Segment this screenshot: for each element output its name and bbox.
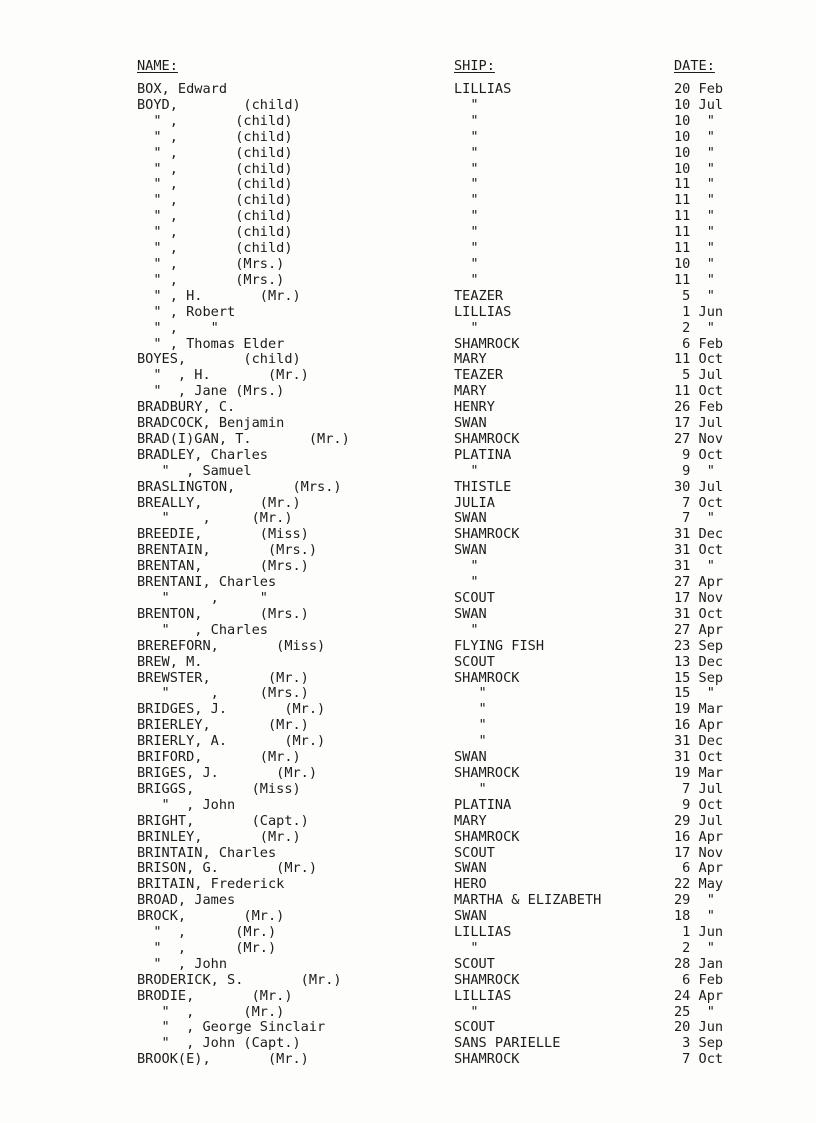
list-row <box>0 846 816 862</box>
passenger-name: " , (Mrs.) <box>137 255 285 272</box>
passenger-name: BREW, M. <box>137 653 203 670</box>
arrival-date: 9 Oct <box>674 796 724 813</box>
arrival-date: 23 Sep <box>674 637 724 654</box>
arrival-date: 18 " <box>674 908 715 925</box>
arrival-date: 10 " <box>674 112 715 129</box>
list-row <box>0 114 816 130</box>
ship-name: LILLIAS <box>454 303 512 320</box>
ship-name: SANS PARIELLE <box>454 1035 561 1052</box>
list-row <box>0 241 816 257</box>
ship-name: SHAMROCK <box>454 828 520 845</box>
arrival-date: 15 " <box>674 685 715 702</box>
ship-name: LILLIAS <box>454 81 512 97</box>
list-row <box>0 209 816 225</box>
list-row <box>0 671 816 687</box>
passenger-name: BREWSTER, (Mr.) <box>137 669 309 686</box>
list-row <box>0 877 816 893</box>
passenger-name: BRADBURY, C. <box>137 399 236 416</box>
ship-name: MARTHA & ELIZABETH <box>454 892 602 909</box>
list-row <box>0 925 816 941</box>
passenger-name: " , Thomas Elder <box>137 335 285 352</box>
passenger-name: BROOK(E), (Mr.) <box>137 1051 309 1068</box>
ship-name: " <box>454 96 479 113</box>
passenger-name: " , (child) <box>137 176 293 193</box>
list-row <box>0 368 816 384</box>
list-row <box>0 973 816 989</box>
passenger-name: " , (child) <box>137 192 293 209</box>
list-row <box>0 321 816 337</box>
passenger-name: " , John (Capt.) <box>137 1035 301 1052</box>
list-row <box>0 718 816 734</box>
passenger-name: BRITAIN, Frederick <box>137 876 285 893</box>
list-row <box>0 416 816 432</box>
passenger-name: " , Charles <box>137 621 268 638</box>
arrival-date: 6 Feb <box>674 335 724 352</box>
ship-name: " <box>454 780 487 797</box>
arrival-date: 17 Nov <box>674 590 724 606</box>
passenger-name: " , John <box>137 955 228 972</box>
arrival-date: 31 Dec <box>674 733 724 750</box>
passenger-name: BRIFORD, (Mr.) <box>137 749 301 766</box>
arrival-date: 11 Oct <box>674 383 724 400</box>
passenger-name: BROAD, James <box>137 892 236 909</box>
arrival-date: 31 Oct <box>674 605 724 622</box>
passenger-name: BRIGGS, (Miss) <box>137 780 301 797</box>
ship-name: MARY <box>454 351 487 368</box>
ship-name: THISTLE <box>454 478 512 495</box>
passenger-name: " , Robert <box>137 303 236 320</box>
list-row <box>0 591 816 607</box>
passenger-name: " , (Mr.) <box>137 924 277 941</box>
ship-name: " <box>454 255 479 272</box>
passenger-name: " , (Mrs.) <box>137 685 309 702</box>
ship-name: SHAMROCK <box>454 430 520 447</box>
ship-name: SWAN <box>454 542 487 559</box>
passenger-name: BRENTAIN, (Mrs.) <box>137 542 318 559</box>
ship-name: SWAN <box>454 908 487 925</box>
arrival-date: 5 Jul <box>674 367 724 384</box>
arrival-date: 9 Oct <box>674 446 724 463</box>
list-row <box>0 337 816 353</box>
arrival-date: 15 Sep <box>674 669 724 686</box>
arrival-date: 27 Apr <box>674 574 724 591</box>
passenger-name: BROCK, (Mr.) <box>137 908 285 925</box>
passenger-name: " , (child) <box>137 160 293 177</box>
passenger-name: BRISON, G. (Mr.) <box>137 860 318 877</box>
arrival-date: 31 Dec <box>674 526 724 543</box>
passenger-name: " , (Mrs.) <box>137 271 285 288</box>
list-row <box>0 352 816 368</box>
arrival-date: 16 Apr <box>674 717 724 734</box>
list-row <box>0 639 816 655</box>
ship-name: LILLIAS <box>454 924 512 941</box>
passenger-name: BRENTANI, Charles <box>137 574 277 591</box>
list-row <box>0 1020 816 1036</box>
ship-name: HENRY <box>454 399 495 416</box>
passenger-name: " , " <box>137 319 219 336</box>
arrival-date: 11 " <box>674 192 715 209</box>
ship-name: PLATINA <box>454 796 512 813</box>
arrival-date: 7 " <box>674 510 715 527</box>
passenger-name: " , (Mr.) <box>137 510 293 527</box>
passenger-name: " , (child) <box>137 208 293 225</box>
passenger-name: BREREFORN, (Miss) <box>137 637 326 654</box>
ship-name: SHAMROCK <box>454 1051 520 1068</box>
passenger-name: " , (child) <box>137 224 293 241</box>
list-row <box>0 273 816 289</box>
list-row <box>0 98 816 114</box>
arrival-date: 13 Dec <box>674 653 724 670</box>
ship-name: TEAZER <box>454 287 504 304</box>
arrival-date: 11 " <box>674 224 715 241</box>
list-row <box>0 305 816 321</box>
list-row <box>0 511 816 527</box>
list-row <box>0 734 816 750</box>
arrival-date: 27 Apr <box>674 621 724 638</box>
list-row <box>0 655 816 671</box>
arrival-date: 31 " <box>674 558 715 575</box>
ship-name: " <box>454 574 479 591</box>
arrival-date: 11 " <box>674 176 715 193</box>
arrival-date: 19 Mar <box>674 764 724 781</box>
passenger-name: BRODERICK, S. (Mr.) <box>137 971 342 988</box>
ship-name: SWAN <box>454 749 487 766</box>
ship-name: PLATINA <box>454 446 512 463</box>
passenger-name: BRENTON, (Mrs.) <box>137 605 309 622</box>
ship-name: " <box>454 160 479 177</box>
passenger-name: " , " <box>137 590 268 606</box>
ship-name: " <box>454 621 479 638</box>
ship-name: " <box>454 685 487 702</box>
list-row <box>0 1036 816 1052</box>
arrival-date: 6 Apr <box>674 860 724 877</box>
list-row <box>0 798 816 814</box>
list-row <box>0 623 816 639</box>
list-row <box>0 162 816 178</box>
ship-name: SWAN <box>454 605 487 622</box>
ship-name: " <box>454 939 479 956</box>
ship-name: SHAMROCK <box>454 669 520 686</box>
ship-name: " <box>454 319 479 336</box>
ship-name: MARY <box>454 812 487 829</box>
arrival-date: 10 " <box>674 255 715 272</box>
arrival-date: 20 Feb <box>674 81 724 97</box>
ship-name: JULIA <box>454 494 495 511</box>
list-row <box>0 782 816 798</box>
arrival-date: 28 Jan <box>674 955 724 972</box>
ship-name: SHAMROCK <box>454 971 520 988</box>
list-row <box>0 496 816 512</box>
passenger-name: BOYES, (child) <box>137 351 301 368</box>
arrival-date: 10 " <box>674 160 715 177</box>
passenger-name: BREEDIE, (Miss) <box>137 526 309 543</box>
arrival-date: 10 Jul <box>674 96 724 113</box>
passenger-name: BRAD(I)GAN, T. (Mr.) <box>137 430 350 447</box>
ship-name: " <box>454 208 479 225</box>
passenger-name: " , (Mr.) <box>137 939 277 956</box>
list-row <box>0 750 816 766</box>
list-row <box>0 559 816 575</box>
arrival-date: 20 Jun <box>674 1019 724 1036</box>
list-row <box>0 257 816 273</box>
passenger-name: BREALLY, (Mr.) <box>137 494 301 511</box>
arrival-date: 29 " <box>674 892 715 909</box>
arrival-date: 11 " <box>674 208 715 225</box>
arrival-date: 31 Oct <box>674 542 724 559</box>
ship-name: SCOUT <box>454 1019 495 1036</box>
list-row <box>0 193 816 209</box>
passenger-name: " , George Sinclair <box>137 1019 326 1036</box>
arrival-date: 2 " <box>674 319 715 336</box>
passenger-name: BRODIE, (Mr.) <box>137 987 293 1004</box>
arrival-date: 5 " <box>674 287 715 304</box>
ship-name: " <box>454 733 487 750</box>
ship-name: " <box>454 192 479 209</box>
ship-name: SHAMROCK <box>454 335 520 352</box>
ship-name: SCOUT <box>454 844 495 861</box>
arrival-date: 11 Oct <box>674 351 724 368</box>
ship-name: LILLIAS <box>454 987 512 1004</box>
list-row <box>0 893 816 909</box>
list-row <box>0 384 816 400</box>
ship-name: " <box>454 144 479 161</box>
arrival-date: 11 " <box>674 271 715 288</box>
ship-name: " <box>454 271 479 288</box>
list-row <box>0 543 816 559</box>
ship-name: " <box>454 112 479 129</box>
arrival-date: 7 Oct <box>674 494 724 511</box>
passenger-name: BRASLINGTON, (Mrs.) <box>137 478 342 495</box>
ship-name: " <box>454 224 479 241</box>
passenger-name: BRIDGES, J. (Mr.) <box>137 701 326 718</box>
arrival-date: 1 Jun <box>674 303 724 320</box>
passenger-name: BRADLEY, Charles <box>137 446 268 463</box>
ship-name: SHAMROCK <box>454 526 520 543</box>
ship-name: SCOUT <box>454 653 495 670</box>
arrival-date: 31 Oct <box>674 749 724 766</box>
arrival-date: 19 Mar <box>674 701 724 718</box>
list-row <box>0 177 816 193</box>
ship-name: " <box>454 701 487 718</box>
ship-name: " <box>454 558 479 575</box>
ship-name: SWAN <box>454 510 487 527</box>
passenger-name: " , (child) <box>137 240 293 257</box>
arrival-date: 7 Oct <box>674 1051 724 1068</box>
ship-name: " <box>454 717 487 734</box>
arrival-date: 26 Feb <box>674 399 724 416</box>
arrival-date: 10 " <box>674 128 715 145</box>
arrival-date: 17 Nov <box>674 844 724 861</box>
passenger-name: BOYD, (child) <box>137 96 301 113</box>
passenger-name: " , Jane (Mrs.) <box>137 383 285 400</box>
ship-name: SWAN <box>454 860 487 877</box>
ship-name: SCOUT <box>454 955 495 972</box>
passenger-name: " , (Mr.) <box>137 1003 285 1020</box>
list-row <box>0 400 816 416</box>
list-row <box>0 702 816 718</box>
list-row <box>0 941 816 957</box>
passenger-name: BRINTAIN, Charles <box>137 844 277 861</box>
ship-name: HERO <box>454 876 487 893</box>
list-row <box>0 289 816 305</box>
list-row <box>0 957 816 973</box>
arrival-date: 24 Apr <box>674 987 724 1004</box>
arrival-date: 17 Jul <box>674 415 724 432</box>
passenger-name: " , (child) <box>137 112 293 129</box>
list-row <box>0 527 816 543</box>
passenger-name: " , H. (Mr.) <box>137 287 301 304</box>
list-row <box>0 1005 816 1021</box>
passenger-name: BRIGES, J. (Mr.) <box>137 764 318 781</box>
passenger-name: BRADCOCK, Benjamin <box>137 415 285 432</box>
list-row <box>0 432 816 448</box>
arrival-date: 25 " <box>674 1003 715 1020</box>
list-row <box>0 464 816 480</box>
ship-name: " <box>454 128 479 145</box>
list-row <box>0 82 816 98</box>
list-row <box>0 130 816 146</box>
column-header-ship: SHIP: <box>454 58 495 74</box>
arrival-date: 16 Apr <box>674 828 724 845</box>
list-row <box>0 830 816 846</box>
arrival-date: 11 " <box>674 240 715 257</box>
arrival-date: 9 " <box>674 462 715 479</box>
list-row <box>0 989 816 1005</box>
list-row <box>0 909 816 925</box>
arrival-date: 6 Feb <box>674 971 724 988</box>
passenger-name: " , (child) <box>137 128 293 145</box>
arrival-date: 22 May <box>674 876 724 893</box>
arrival-date: 10 " <box>674 144 715 161</box>
passenger-name: " , Samuel <box>137 462 252 479</box>
list-row <box>0 1052 816 1068</box>
passenger-list <box>0 82 816 1068</box>
passenger-name: BRINLEY, (Mr.) <box>137 828 301 845</box>
ship-name: SCOUT <box>454 590 495 606</box>
list-row <box>0 448 816 464</box>
arrival-date: 7 Jul <box>674 780 724 797</box>
arrival-date: 29 Jul <box>674 812 724 829</box>
ship-name: MARY <box>454 383 487 400</box>
list-row <box>0 607 816 623</box>
list-row <box>0 814 816 830</box>
passenger-name: BRENTAN, (Mrs.) <box>137 558 309 575</box>
list-row <box>0 480 816 496</box>
passenger-name: BRIGHT, (Capt.) <box>137 812 309 829</box>
list-row <box>0 575 816 591</box>
list-row <box>0 766 816 782</box>
passenger-name: BRIERLY, A. (Mr.) <box>137 733 326 750</box>
ship-name: SHAMROCK <box>454 764 520 781</box>
ship-name: " <box>454 462 479 479</box>
ship-name: " <box>454 176 479 193</box>
ship-name: FLYING FISH <box>454 637 545 654</box>
passenger-name: " , John <box>137 796 236 813</box>
column-header-date: DATE: <box>674 58 715 74</box>
ship-name: " <box>454 240 479 257</box>
list-row <box>0 146 816 162</box>
list-row <box>0 225 816 241</box>
ship-name: TEAZER <box>454 367 504 384</box>
passenger-name: " , H. (Mr.) <box>137 367 309 384</box>
column-header-name: NAME: <box>137 58 178 74</box>
passenger-name: BOX, Edward <box>137 81 228 97</box>
arrival-date: 1 Jun <box>674 924 724 941</box>
passenger-name: " , (child) <box>137 144 293 161</box>
arrival-date: 27 Nov <box>674 430 724 447</box>
ship-name: " <box>454 1003 479 1020</box>
list-row <box>0 861 816 877</box>
arrival-date: 2 " <box>674 939 715 956</box>
list-row <box>0 686 816 702</box>
passenger-name: BRIERLEY, (Mr.) <box>137 717 309 734</box>
ship-name: SWAN <box>454 415 487 432</box>
arrival-date: 30 Jul <box>674 478 724 495</box>
arrival-date: 3 Sep <box>674 1035 724 1052</box>
